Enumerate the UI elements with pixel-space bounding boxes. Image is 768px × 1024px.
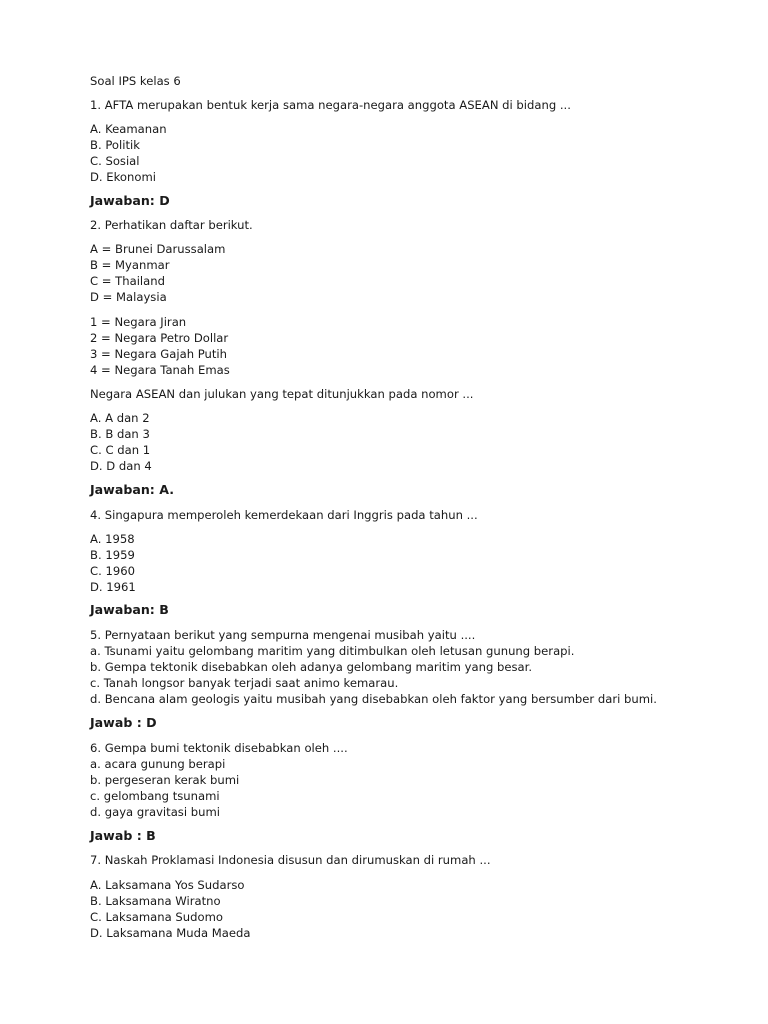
q2-answer: Jawaban: A. <box>90 482 174 497</box>
q2-option-c: C. C dan 1 <box>90 443 151 457</box>
q4-option-a: A. 1958 <box>90 532 135 546</box>
q1-answer: Jawaban: D <box>90 193 170 208</box>
q1-option-c: C. Sosial <box>90 154 140 168</box>
q7-option-a: A. Laksamana Yos Sudarso <box>90 878 245 892</box>
q7-option-d: D. Laksamana Muda Maeda <box>90 926 251 940</box>
q6-answer: Jawab : B <box>90 828 156 843</box>
q7-option-c: C. Laksamana Sudomo <box>90 910 223 924</box>
question-5: 5. Pernyataan berikut yang sempurna mengenai musibah yaitu .... <box>90 628 476 642</box>
q4-option-b: B. 1959 <box>90 548 135 562</box>
q6-option-d: d. gaya gravitasi bumi <box>90 805 220 819</box>
q2-nickname-3: 3 = Negara Gajah Putih <box>90 347 227 361</box>
q2-country-a: A = Brunei Darussalam <box>90 242 226 256</box>
q2-country-d: D = Malaysia <box>90 290 167 304</box>
q2-country-c: C = Thailand <box>90 274 165 288</box>
q2-option-d: D. D dan 4 <box>90 459 152 473</box>
question-1: 1. AFTA merupakan bentuk kerja sama negara-negara anggota ASEAN di bidang ... <box>90 98 571 112</box>
q2-country-b: B = Myanmar <box>90 258 170 272</box>
q6-option-a: a. acara gunung berapi <box>90 757 226 771</box>
q7-option-b: B. Laksamana Wiratno <box>90 894 221 908</box>
q2-nickname-2: 2 = Negara Petro Dollar <box>90 331 229 345</box>
q2-nickname-4: 4 = Negara Tanah Emas <box>90 363 230 377</box>
q5-option-c: c. Tanah longsor banyak terjadi saat animo kemarau. <box>90 676 399 690</box>
q1-option-d: D. Ekonomi <box>90 170 156 184</box>
q2-option-b: B. B dan 3 <box>90 427 150 441</box>
q5-option-d: d. Bencana alam geologis yaitu musibah yang disebabkan oleh faktor yang bersumber dari bumi. <box>90 692 657 706</box>
document-title: Soal IPS kelas 6 <box>90 74 181 88</box>
q5-answer: Jawab : D <box>90 715 157 730</box>
q5-option-b: b. Gempa tektonik disebabkan oleh adanya gelombang maritim yang besar. <box>90 660 533 674</box>
question-2: 2. Perhatikan daftar berikut. <box>90 218 253 232</box>
question-4: 4. Singapura memperoleh kemerdekaan dari Inggris pada tahun ... <box>90 508 478 522</box>
q2-nickname-1: 1 = Negara Jiran <box>90 315 187 329</box>
q6-option-c: c. gelombang tsunami <box>90 789 220 803</box>
q2-prompt: Negara ASEAN dan julukan yang tepat ditunjukkan pada nomor ... <box>90 387 474 401</box>
q1-option-b: B. Politik <box>90 138 140 152</box>
q6-option-b: b. pergeseran kerak bumi <box>90 773 240 787</box>
q1-option-a: A. Keamanan <box>90 122 167 136</box>
q5-option-a: a. Tsunami yaitu gelombang maritim yang ditimbulkan oleh letusan gunung berapi. <box>90 644 575 658</box>
question-7: 7. Naskah Proklamasi Indonesia disusun dan dirumuskan di rumah ... <box>90 853 491 867</box>
question-6: 6. Gempa bumi tektonik disebabkan oleh .... <box>90 741 348 755</box>
q4-option-d: D. 1961 <box>90 580 136 594</box>
q4-answer: Jawaban: B <box>90 602 169 617</box>
q4-option-c: C. 1960 <box>90 564 135 578</box>
q2-option-a: A. A dan 2 <box>90 411 150 425</box>
